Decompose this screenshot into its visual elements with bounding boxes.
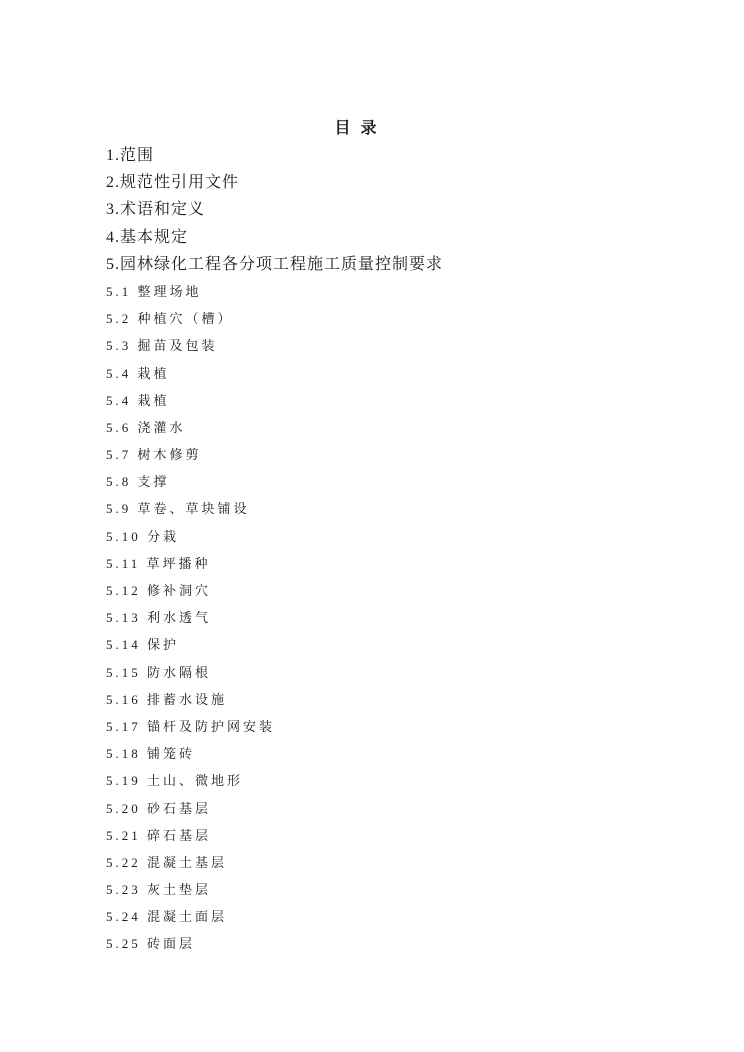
toc-entry: 5.25 砖面层 (106, 936, 196, 952)
toc-entry: 5.4 栽植 (106, 365, 170, 381)
toc-entry: 5.1 整理场地 (106, 283, 202, 299)
toc-entry: 5.园林绿化工程各分项工程施工质量控制要求 (106, 255, 444, 273)
toc-entry: 5.9 草卷、草块铺设 (106, 501, 250, 517)
toc-entry: 5.21 碎石基层 (106, 827, 212, 843)
toc-entry: 5.24 混凝土面层 (106, 909, 228, 925)
toc-entry: 2.规范性引用文件 (106, 174, 240, 192)
page-title: 目 录 (334, 120, 380, 137)
toc-entry: 5.7 树木修剪 (106, 447, 202, 463)
toc-entry: 5.11 草坪播种 (106, 555, 211, 571)
toc-entry: 5.2 种植穴（槽） (106, 311, 234, 327)
toc-entry: 5.19 土山、微地形 (106, 773, 244, 789)
toc-entry: 5.8 支撑 (106, 474, 170, 490)
toc-entry: 4.基本规定 (106, 228, 189, 246)
toc-entry: 5.16 排蓄水设施 (106, 691, 228, 707)
toc-entry: 5.3 掘苗及包装 (106, 338, 218, 354)
toc-entry: 5.4 栽植 (106, 392, 170, 408)
toc-entry: 5.17 锚杆及防护网安装 (106, 718, 276, 734)
toc-entry: 5.12 修补洞穴 (106, 583, 212, 598)
toc-entry: 5.14 保护 (106, 637, 180, 653)
toc-entry: 5.20 砂石基层 (106, 800, 212, 816)
toc-list (106, 142, 674, 958)
toc-entry: 5.15 防水隔根 (106, 664, 212, 680)
toc-entry: 5.18 铺笼砖 (106, 746, 196, 762)
toc-entry: 5.23 灰土垫层 (106, 882, 212, 898)
toc-entry: 5.6 浇灌水 (106, 419, 186, 435)
toc-entry: 3.术语和定义 (106, 201, 206, 219)
toc-entry: 5.22 混凝土基层 (106, 854, 228, 870)
toc-entry: 5.13 利水透气 (106, 610, 212, 626)
toc-entry: 1.范围 (106, 147, 155, 164)
toc-entry: 5.10 分栽 (106, 528, 180, 544)
